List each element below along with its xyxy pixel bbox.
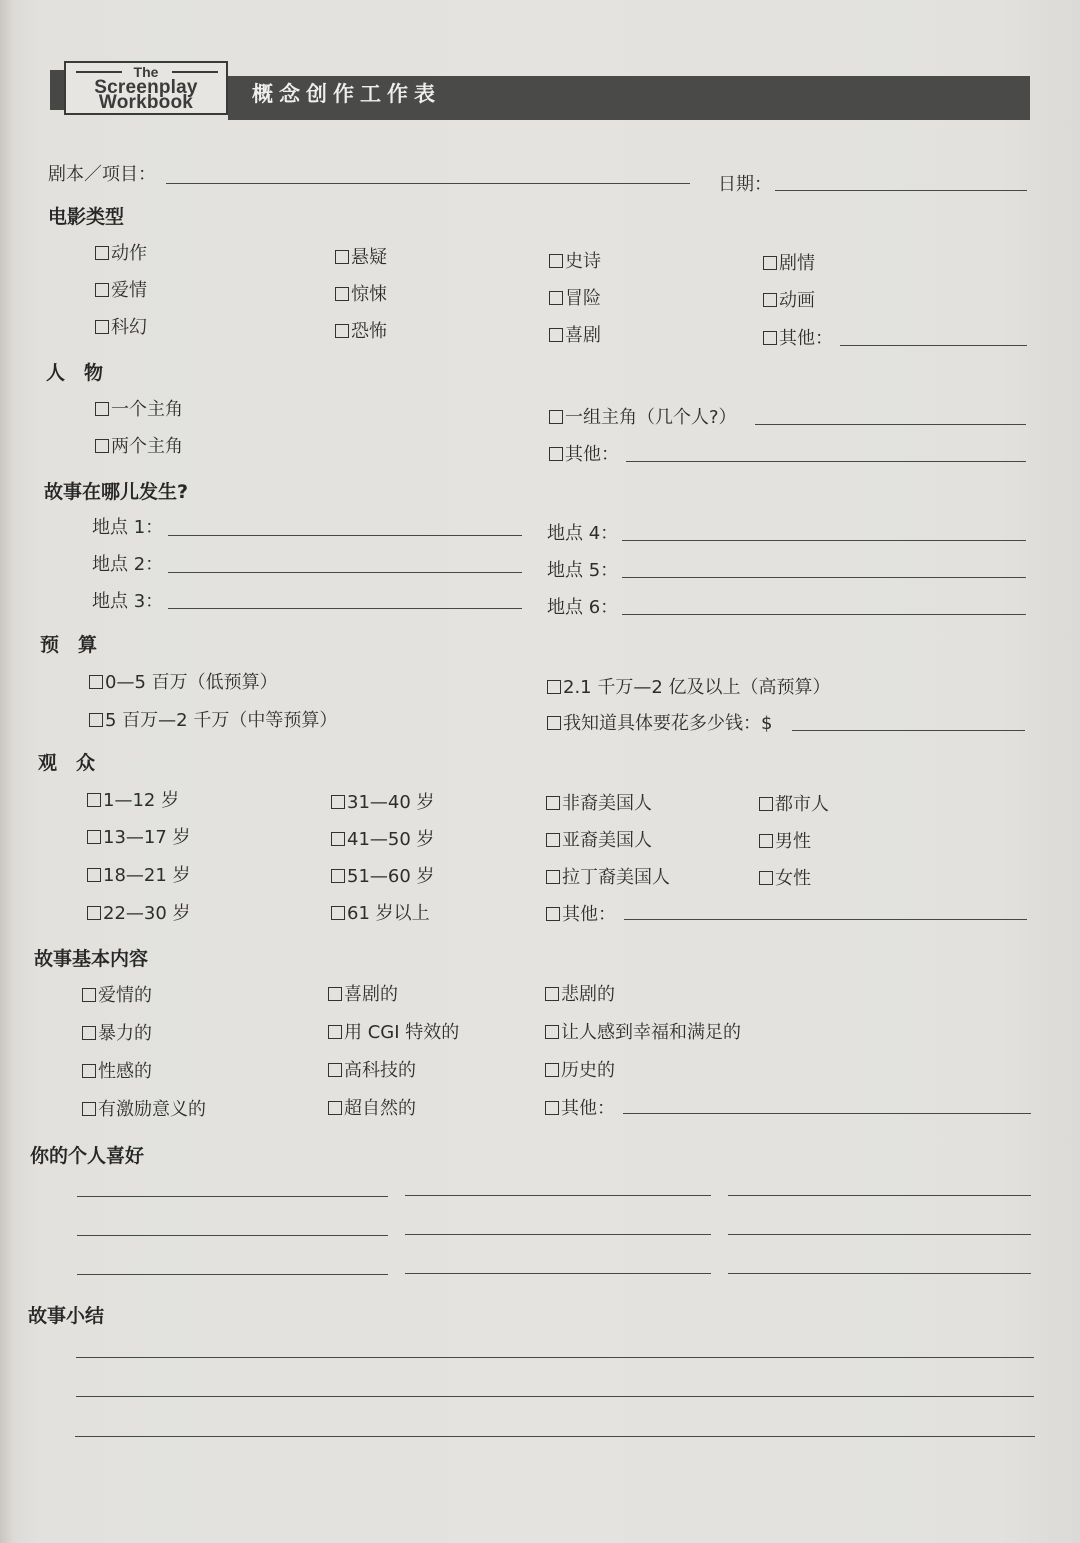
checkbox-icon — [546, 907, 560, 921]
logo-line-1: The — [133, 64, 159, 80]
checkbox-icon — [95, 246, 109, 260]
audience-other-field[interactable] — [624, 919, 1027, 920]
genre-checkbox-thriller[interactable]: 惊悚 — [335, 280, 387, 306]
content-checkbox-inspirational[interactable]: 有激励意义的 — [82, 1095, 206, 1121]
preference-field-8[interactable] — [405, 1273, 711, 1274]
content-checkbox-feel-good[interactable]: 让人感到幸福和满足的 — [545, 1018, 741, 1044]
genre-checkbox-action[interactable]: 动作 — [95, 239, 147, 265]
genre-checkbox-animation[interactable]: 动画 — [763, 286, 815, 312]
content-checkbox-sexy[interactable]: 性感的 — [82, 1057, 152, 1083]
audience-checkbox-age-1-12[interactable]: 1—12 岁 — [87, 786, 179, 812]
checkbox-icon — [95, 439, 109, 453]
checkbox-icon — [759, 797, 773, 811]
content-other-field[interactable] — [623, 1113, 1031, 1114]
audience-checkbox-female[interactable]: 女性 — [759, 864, 811, 890]
location-2-label: 地点 2： — [92, 554, 164, 575]
characters-checkbox-one[interactable]: 一个主角 — [95, 395, 183, 421]
project-field[interactable] — [166, 183, 690, 184]
characters-checkbox-other[interactable]: 其他： — [549, 440, 619, 466]
summary-field-3[interactable] — [75, 1436, 1035, 1437]
checkbox-icon — [331, 906, 345, 920]
content-checkbox-comedic[interactable]: 喜剧的 — [328, 980, 398, 1006]
checkbox-icon — [763, 331, 777, 345]
location-4-field[interactable] — [622, 540, 1026, 541]
checkbox-icon — [95, 283, 109, 297]
section-audience-title: 观 众 — [38, 752, 96, 774]
location-5-field[interactable] — [622, 577, 1026, 578]
checkbox-icon — [763, 256, 777, 270]
checkbox-icon — [331, 869, 345, 883]
genre-checkbox-comedy[interactable]: 喜剧 — [549, 321, 601, 347]
checkbox-icon — [335, 250, 349, 264]
checkbox-icon — [87, 868, 101, 882]
checkbox-icon — [95, 320, 109, 334]
location-6-label: 地点 6： — [547, 597, 619, 618]
preference-field-6[interactable] — [728, 1234, 1031, 1235]
location-3-label: 地点 3： — [92, 591, 164, 612]
preference-field-7[interactable] — [77, 1274, 388, 1275]
content-checkbox-high-tech[interactable]: 高科技的 — [328, 1056, 416, 1082]
content-checkbox-other[interactable]: 其他： — [545, 1094, 615, 1120]
section-characters-title: 人 物 — [46, 362, 104, 384]
audience-checkbox-age-31-40[interactable]: 31—40 岁 — [331, 788, 435, 814]
summary-field-2[interactable] — [76, 1396, 1034, 1397]
audience-checkbox-asian-american[interactable]: 亚裔美国人 — [546, 826, 652, 852]
checkbox-icon — [328, 1101, 342, 1115]
audience-checkbox-age-18-21[interactable]: 18—21 岁 — [87, 861, 191, 887]
logo-line-3: Workbook — [98, 92, 194, 113]
content-checkbox-supernatural[interactable]: 超自然的 — [328, 1094, 416, 1120]
checkbox-icon — [89, 675, 103, 689]
checkbox-icon — [545, 987, 559, 1001]
section-content-title: 故事基本内容 — [34, 948, 149, 970]
location-2-field[interactable] — [168, 572, 522, 573]
content-checkbox-romantic[interactable]: 爱情的 — [82, 981, 152, 1007]
audience-checkbox-latino-american[interactable]: 拉丁裔美国人 — [546, 863, 670, 889]
audience-checkbox-age-41-50[interactable]: 41—50 岁 — [331, 825, 435, 851]
checkbox-icon — [87, 793, 101, 807]
genre-checkbox-drama[interactable]: 剧情 — [763, 249, 815, 275]
audience-checkbox-age-13-17[interactable]: 13—17 岁 — [87, 823, 191, 849]
checkbox-icon — [328, 1063, 342, 1077]
audience-checkbox-urban[interactable]: 都市人 — [759, 790, 829, 816]
logo-line-2: Screenplay — [94, 77, 198, 98]
content-checkbox-violent[interactable]: 暴力的 — [82, 1019, 152, 1045]
section-locations-title: 故事在哪儿发生? — [44, 481, 189, 503]
audience-checkbox-age-51-60[interactable]: 51—60 岁 — [331, 862, 435, 888]
characters-checkbox-two[interactable]: 两个主角 — [95, 432, 183, 458]
genre-checkbox-epic[interactable]: 史诗 — [549, 247, 601, 273]
checkbox-icon — [95, 402, 109, 416]
checkbox-icon — [335, 324, 349, 338]
genre-other-field[interactable] — [840, 345, 1027, 346]
checkbox-icon — [87, 830, 101, 844]
genre-checkbox-mystery[interactable]: 悬疑 — [335, 243, 387, 269]
audience-checkbox-age-61-plus[interactable]: 61 岁以上 — [331, 899, 430, 925]
checkbox-icon — [549, 447, 563, 461]
genre-checkbox-romance[interactable]: 爱情 — [95, 276, 147, 302]
budget-exact-amount-field[interactable] — [792, 730, 1025, 731]
checkbox-icon — [335, 287, 349, 301]
preference-field-4[interactable] — [77, 1235, 388, 1236]
checkbox-icon — [545, 1025, 559, 1039]
checkbox-icon — [759, 871, 773, 885]
checkbox-icon — [545, 1101, 559, 1115]
genre-checkbox-scifi[interactable]: 科幻 — [95, 313, 147, 339]
audience-checkbox-african-american[interactable]: 非裔美国人 — [546, 789, 652, 815]
characters-checkbox-group[interactable]: 一组主角（几个人?） — [549, 403, 737, 429]
checkbox-icon — [82, 1064, 96, 1078]
preference-field-3[interactable] — [728, 1195, 1031, 1196]
date-field[interactable] — [775, 190, 1027, 191]
checkbox-icon — [89, 713, 103, 727]
audience-checkbox-age-22-30[interactable]: 22—30 岁 — [87, 899, 191, 925]
preference-field-2[interactable] — [405, 1195, 711, 1196]
section-summary-title: 故事小结 — [28, 1305, 105, 1327]
section-genre-title: 电影类型 — [48, 206, 125, 228]
page-title: 概念创作工作表 — [252, 82, 441, 106]
project-label: 剧本／项目： — [48, 164, 156, 185]
checkbox-icon — [547, 716, 561, 730]
content-checkbox-tragic[interactable]: 悲剧的 — [545, 980, 615, 1006]
preference-field-5[interactable] — [405, 1234, 711, 1235]
location-5-label: 地点 5： — [547, 560, 619, 581]
checkbox-icon — [547, 680, 561, 694]
checkbox-icon — [546, 833, 560, 847]
characters-other-field[interactable] — [626, 461, 1026, 462]
checkbox-icon — [549, 328, 563, 342]
checkbox-icon — [331, 832, 345, 846]
checkbox-icon — [87, 906, 101, 920]
checkbox-icon — [82, 988, 96, 1002]
checkbox-icon — [331, 795, 345, 809]
checkbox-icon — [328, 1025, 342, 1039]
checkbox-icon — [549, 410, 563, 424]
characters-group-count-field[interactable] — [755, 424, 1026, 425]
location-3-field[interactable] — [168, 608, 522, 609]
workbook-logo — [64, 61, 228, 115]
checkbox-icon — [328, 987, 342, 1001]
content-checkbox-historical[interactable]: 历史的 — [545, 1056, 615, 1082]
checkbox-icon — [546, 870, 560, 884]
genre-checkbox-other[interactable]: 其他： — [763, 324, 833, 350]
section-budget-title: 预 算 — [40, 634, 98, 656]
genre-checkbox-horror[interactable]: 恐怖 — [335, 317, 387, 343]
checkbox-icon — [545, 1063, 559, 1077]
checkbox-icon — [549, 254, 563, 268]
location-4-label: 地点 4： — [547, 523, 619, 544]
date-label: 日期： — [718, 174, 772, 195]
content-checkbox-cgi[interactable]: 用 CGI 特效的 — [328, 1018, 459, 1044]
section-preferences-title: 你的个人喜好 — [30, 1145, 145, 1167]
location-6-field[interactable] — [622, 614, 1026, 615]
checkbox-icon — [82, 1026, 96, 1040]
budget-checkbox-medium[interactable]: 5 百万—2 千万（中等预算） — [89, 706, 337, 732]
location-1-field[interactable] — [168, 535, 522, 536]
budget-checkbox-low[interactable]: 0—5 百万（低预算） — [89, 668, 278, 694]
checkbox-icon — [549, 291, 563, 305]
checkbox-icon — [759, 834, 773, 848]
checkbox-icon — [546, 796, 560, 810]
checkbox-icon — [82, 1102, 96, 1116]
genre-checkbox-adventure[interactable]: 冒险 — [549, 284, 601, 310]
preference-field-1[interactable] — [77, 1196, 388, 1197]
budget-checkbox-exact[interactable]: 我知道具体要花多少钱：$ — [547, 709, 772, 735]
location-1-label: 地点 1： — [92, 517, 164, 538]
preference-field-9[interactable] — [728, 1273, 1031, 1274]
checkbox-icon — [763, 293, 777, 307]
audience-checkbox-male[interactable]: 男性 — [759, 827, 811, 853]
summary-field-1[interactable] — [76, 1357, 1034, 1358]
budget-checkbox-high[interactable]: 2.1 千万—2 亿及以上（高预算） — [547, 673, 831, 699]
audience-checkbox-other[interactable]: 其他： — [546, 900, 616, 926]
